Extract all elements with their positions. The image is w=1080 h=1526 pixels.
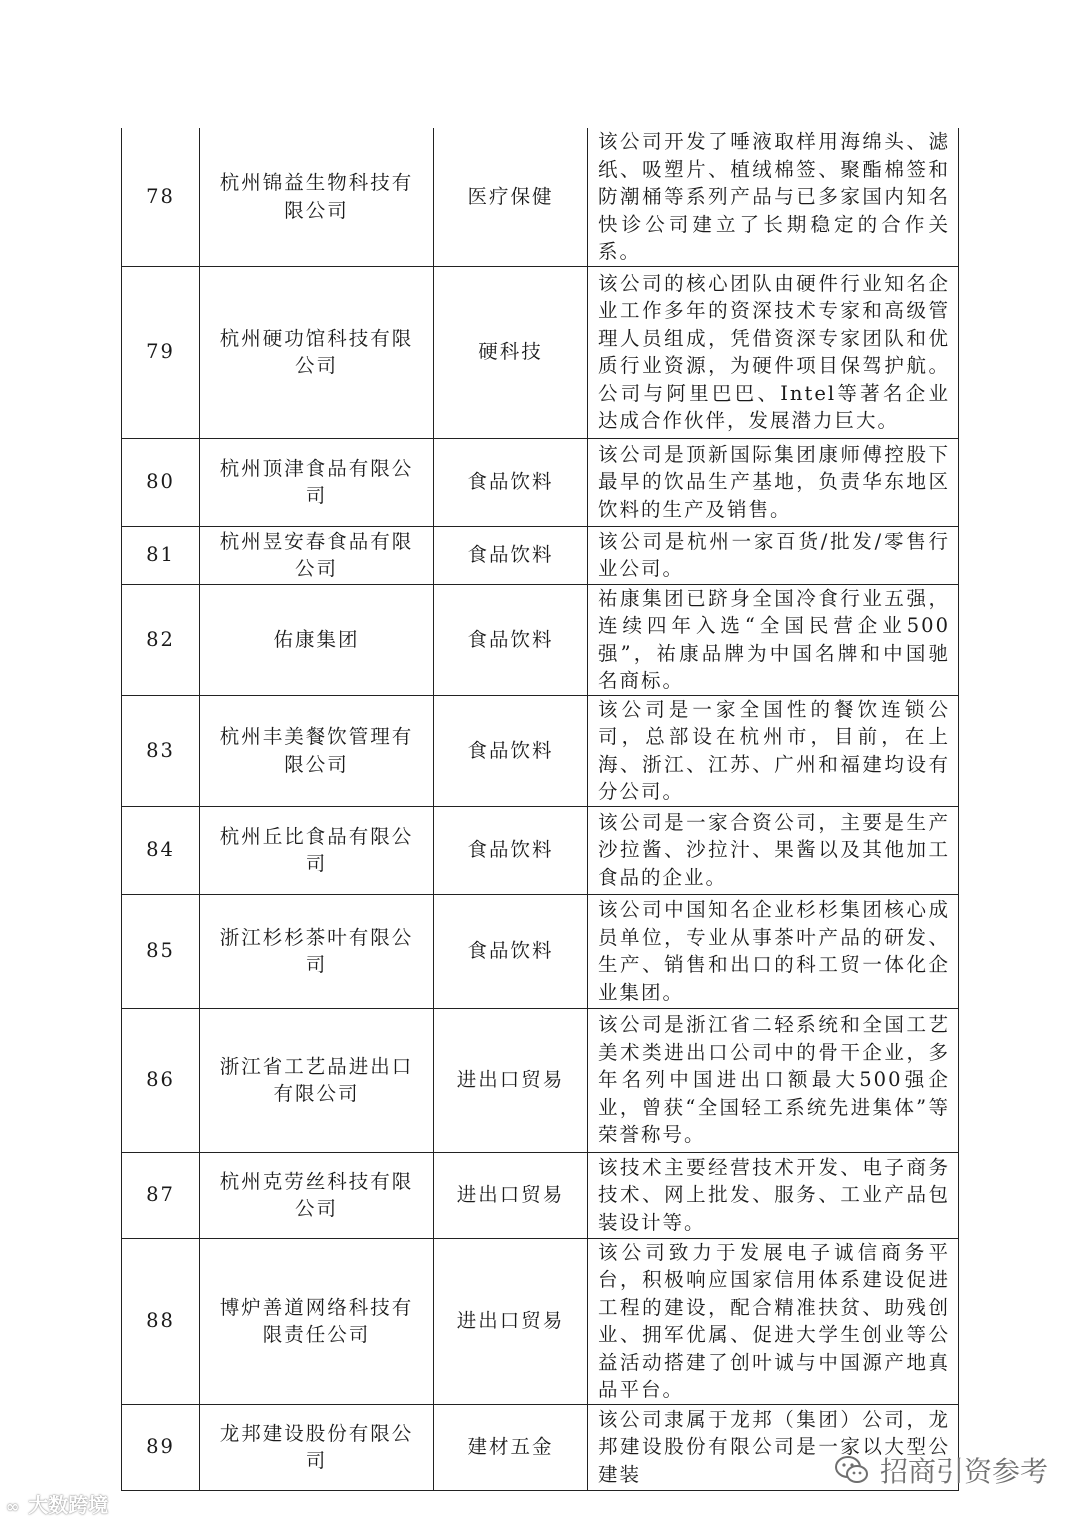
company-name: 博炉善道网络科技有限责任公司	[200, 1238, 434, 1404]
table-row	[122, 1008, 959, 1152]
table-row	[122, 1404, 959, 1490]
company-description: 该技术主要经营技术开发、电子商务技术、网上批发、服务、工业产品包装设计等。	[588, 1152, 959, 1238]
row-number: 88	[122, 1238, 200, 1404]
company-description: 该公司隶属于龙邦（集团）公司，龙邦建设股份有限公司是一家以大型公建装	[588, 1404, 959, 1490]
industry: 进出口贸易	[434, 1152, 588, 1238]
company-description: 该公司中国知名企业杉杉集团核心成员单位，专业从事茶叶产品的研发、生产、销售和出口的科工贸一体化企业集团。	[588, 894, 959, 1008]
industry: 医疗保健	[434, 128, 588, 266]
industry: 食品饮料	[434, 526, 588, 584]
row-number: 80	[122, 438, 200, 526]
row-number: 89	[122, 1404, 200, 1490]
company-name: 杭州顶津食品有限公司	[200, 438, 434, 526]
watermark-right	[834, 1450, 1048, 1490]
company-name: 杭州丘比食品有限公司	[200, 806, 434, 894]
company-name: 佑康集团	[200, 584, 434, 695]
table-row	[122, 1152, 959, 1238]
loop-logo-icon: ∞	[6, 1497, 20, 1516]
table-row	[122, 526, 959, 584]
table-row	[122, 266, 959, 438]
table-row	[122, 584, 959, 695]
industry: 食品饮料	[434, 438, 588, 526]
table-row	[122, 695, 959, 806]
company-name: 龙邦建设股份有限公司	[200, 1404, 434, 1490]
table-row	[122, 806, 959, 894]
company-name: 杭州克劳丝科技有限公司	[200, 1152, 434, 1238]
wechat-icon	[834, 1455, 870, 1485]
row-number: 85	[122, 894, 200, 1008]
row-number: 78	[122, 128, 200, 266]
industry: 食品饮料	[434, 695, 588, 806]
company-description: 该公司是一家全国性的餐饮连锁公司，总部设在杭州市，目前，在上海、浙江、江苏、广州和福建均设有分公司。	[588, 695, 959, 806]
table-row	[122, 438, 959, 526]
row-number: 82	[122, 584, 200, 695]
industry: 进出口贸易	[434, 1008, 588, 1152]
watermark-left-text: 大数跨境	[28, 1493, 109, 1517]
company-table	[121, 128, 959, 1491]
company-description: 该公司是顶新国际集团康师傅控股下最早的饮品生产基地，负责华东地区饮料的生产及销售。	[588, 438, 959, 526]
watermark-left	[6, 1489, 108, 1518]
row-number: 86	[122, 1008, 200, 1152]
industry: 食品饮料	[434, 894, 588, 1008]
company-description: 该公司是浙江省二轻系统和全国工艺美术类进出口公司中的骨干企业，多年名列中国进出口额最大500强企业，曾获“全国轻工系统先进集体”等荣誉称号。	[588, 1008, 959, 1152]
company-description: 该公司的核心团队由硬件行业知名企业工作多年的资深技术专家和高级管理人员组成，凭借资深专家团队和优质行业资源，为硬件项目保驾护航。公司与阿里巴巴、Intel等著名企业达成合作伙伴，发展潜力巨大。	[588, 266, 959, 438]
company-description: 该公司致力于发展电子诚信商务平台，积极响应国家信用体系建设促进工程的建设，配合精准扶贫、助残创业、拥军优属、促进大学生创业等公益活动搭建了创叶诚与中国源产地真品平台。	[588, 1238, 959, 1404]
table-row	[122, 128, 959, 266]
table-row	[122, 1238, 959, 1404]
industry: 硬科技	[434, 266, 588, 438]
company-name: 杭州硬功馆科技有限公司	[200, 266, 434, 438]
watermark-right-text: 招商引资参考	[879, 1455, 1048, 1488]
company-name: 杭州丰美餐饮管理有限公司	[200, 695, 434, 806]
row-number: 81	[122, 526, 200, 584]
company-description: 该公司是一家合资公司，主要是生产沙拉酱、沙拉汁、果酱以及其他加工食品的企业。	[588, 806, 959, 894]
industry: 建材五金	[434, 1404, 588, 1490]
company-description: 该公司是杭州一家百货/批发/零售行业公司。	[588, 526, 959, 584]
industry: 食品饮料	[434, 584, 588, 695]
company-name: 浙江省工艺品进出口有限公司	[200, 1008, 434, 1152]
row-number: 79	[122, 266, 200, 438]
company-description: 祐康集团已跻身全国冷食行业五强，连续四年入选“全国民营企业500强”，祐康品牌为中国名牌和中国驰名商标。	[588, 584, 959, 695]
company-name: 杭州锦益生物科技有限公司	[200, 128, 434, 266]
company-name: 杭州昱安春食品有限公司	[200, 526, 434, 584]
table-row	[122, 894, 959, 1008]
row-number: 87	[122, 1152, 200, 1238]
company-description: 该公司开发了唾液取样用海绵头、滤纸、吸塑片、植绒棉签、聚酯棉签和防潮桶等系列产品与已多家国内知名快诊公司建立了长期稳定的合作关系。	[588, 128, 959, 266]
row-number: 84	[122, 806, 200, 894]
row-number: 83	[122, 695, 200, 806]
company-name: 浙江杉杉茶叶有限公司	[200, 894, 434, 1008]
industry: 进出口贸易	[434, 1238, 588, 1404]
industry: 食品饮料	[434, 806, 588, 894]
